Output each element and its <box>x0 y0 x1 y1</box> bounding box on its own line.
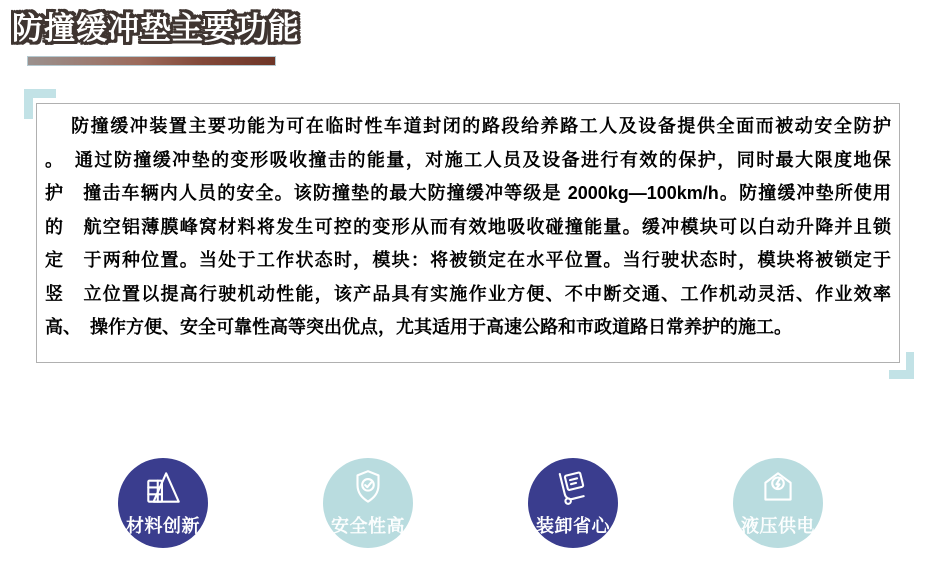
body-line: 高、 操作方便、安全可靠性高等突出优点，尤其适用于高速公路和市政道路日常养护的施工。 <box>45 317 792 337</box>
hand-truck-icon <box>552 467 594 509</box>
material-innovation-icon <box>142 467 184 509</box>
hydraulic-power-icon <box>757 467 799 509</box>
body-line: 竖 立位置以提高行驶机动性能，该产品具有实施作业方便、不中断交通、工作机动灵活、作业效率 <box>45 283 891 304</box>
feature-hydraulic-power <box>733 458 823 548</box>
feature-material-innovation <box>118 458 208 548</box>
body-line: 防撞缓冲装置主要功能为可在临时性车道封闭的路段给养路工人及设备提供全面而被动安全防护 <box>45 116 891 136</box>
body-line: 定 于两种位置。当处于工作状态时，模块：将被锁定在水平位置。当行驶状态时，模块将被锁定于 <box>45 250 891 270</box>
body-line: 。 通过防撞缓冲垫的变形吸收撞击的能量，对施工人员及设备进行有效的保护，同时最大限度地保 <box>45 149 891 170</box>
feature-high-safety <box>323 458 413 548</box>
feature-label: 安全性高 <box>331 516 405 536</box>
feature-label: 液压供电 <box>741 516 815 536</box>
shield-check-icon <box>347 467 389 509</box>
body-line: 护 撞击车辆内人员的安全。该防撞垫的最大防撞缓冲等级是 2000kg—100km/h。防撞缓冲垫所使用 <box>45 183 891 203</box>
feature-label: 材料创新 <box>126 516 200 536</box>
feature-label: 装卸省心 <box>536 516 610 536</box>
body-line: 的 航空铝薄膜峰窝材料将发生可控的变形从而有效地吸收碰撞能量。缓冲模块可以白动升降并且锁 <box>45 216 891 237</box>
body-textbox <box>36 103 900 363</box>
feature-easy-loading <box>528 458 618 548</box>
page-title: 防撞缓冲垫主要功能 <box>12 11 300 46</box>
title-underline <box>27 56 276 66</box>
